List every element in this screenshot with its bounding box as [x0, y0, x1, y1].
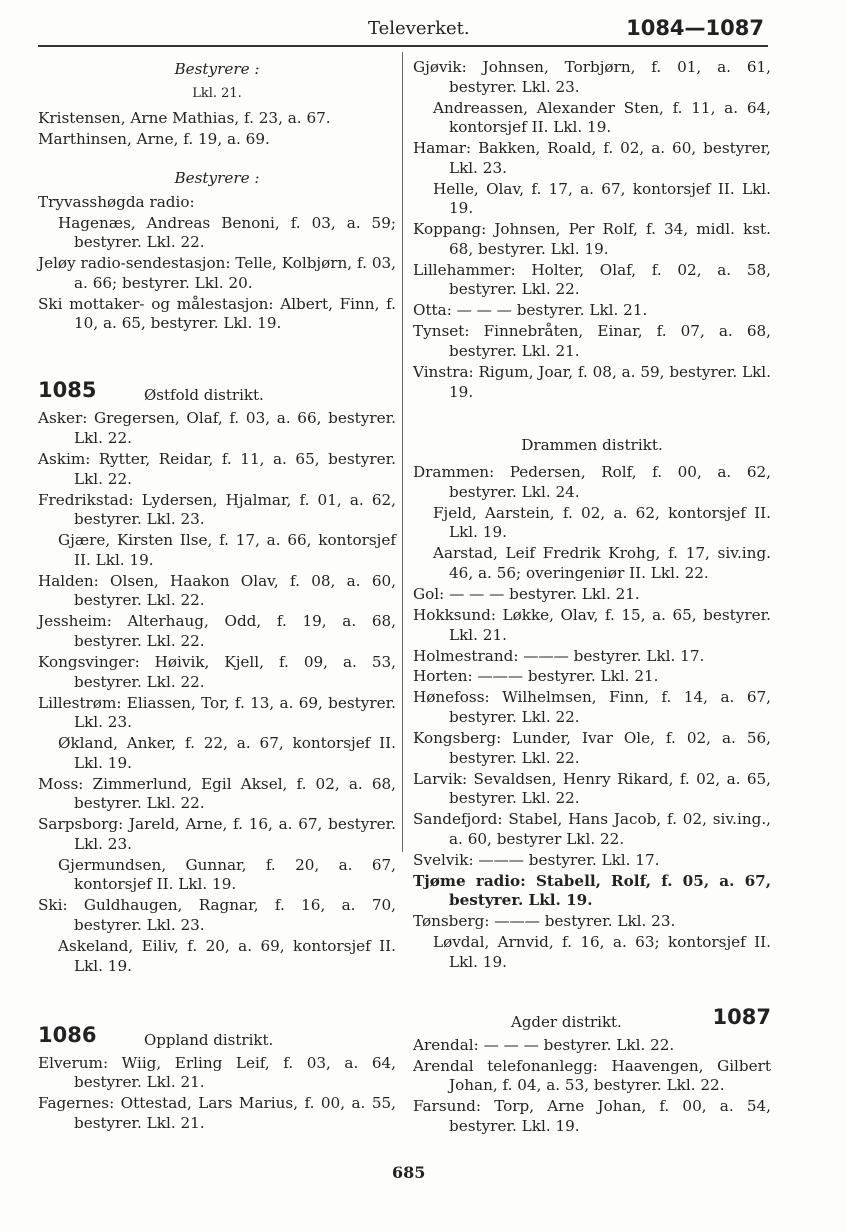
entry: Kongsvinger: Høivik, Kjell, f. 09, a. 53, bestyrer. Lkl. 22. — [38, 652, 396, 691]
entry: Tjøme radio: Stabell, Rolf, f. 05, a. 67, bestyrer. Lkl. 19. — [413, 871, 771, 910]
entry: Tryvasshøgda radio: — [38, 192, 195, 211]
entry: Hokksund: Løkke, Olav, f. 15, a. 65, bestyrer. Lkl. 21. — [413, 605, 771, 644]
section-number: 1087 — [712, 1004, 771, 1029]
entry: Kristensen, Arne Mathias, f. 23, a. 67. — [38, 109, 331, 128]
entry: Farsund: Torp, Arne Johan, f. 00, a. 54, bestyrer. Lkl. 19. — [413, 1097, 771, 1136]
entry: Halden: Olsen, Haakon Olav, f. 08, a. 60, bestyrer. Lkl. 22. — [38, 571, 396, 610]
entry: Ski mottaker- og målestasjon: Albert, Finn, f. 10, a. 65, bestyrer. Lkl. 19. — [38, 294, 396, 333]
left-column — [38, 58, 396, 1135]
running-head-range: 1084—1087 — [626, 16, 764, 40]
entry: Asker: Gregersen, Olaf, f. 03, a. 66, bestyrer. Lkl. 22. — [38, 409, 396, 448]
entry: Helle, Olav, f. 17, a. 67, kontorsjef II. Lkl. 19. — [433, 179, 771, 218]
section-number: 1086 — [38, 1022, 97, 1047]
entry: Gol: — — — bestyrer. Lkl. 21. — [413, 584, 640, 603]
section-name: Østfold distrikt. — [144, 386, 264, 405]
entry: Jessheim: Alterhaug, Odd, f. 19, a. 68, bestyrer. Lkl. 22. — [38, 612, 396, 650]
entry: Larvik: Sevaldsen, Henry Rikard, f. 02, a. 65, bestyrer. Lkl. 22. — [413, 769, 771, 808]
bestyrere-heading: Bestyrere : — [174, 60, 260, 78]
entry: Aarstad, Leif Fredrik Krohg, f. 17, siv.ing. 46, a. 56; overingeniør II. Lkl. 22. — [433, 544, 771, 582]
section-number: 1085 — [38, 378, 97, 403]
drammen-district-heading: Drammen distrikt. — [521, 435, 663, 454]
entry: Lillestrøm: Eliassen, Tor, f. 13, a. 69, bestyrer. Lkl. 23. — [38, 693, 396, 732]
entry: Sarpsborg: Jareld, Arne, f. 16, a. 67, bestyrer. Lkl. 23. — [38, 815, 396, 853]
entry: Tynset: Finnebråten, Einar, f. 07, a. 68, bestyrer. Lkl. 21. — [413, 322, 771, 361]
entry: Holmestrand: ——— bestyrer. Lkl. 17. — [413, 646, 705, 665]
section-heading-1086 — [38, 1022, 396, 1054]
entry: Askeland, Eiliv, f. 20, a. 69, kontorsjef II. Lkl. 19. — [58, 936, 396, 975]
entry: Koppang: Johnsen, Per Rolf, f. 34, midl. kst. 68, bestyrer. Lkl. 19. — [413, 220, 771, 258]
entry: Horten: ——— bestyrer. Lkl. 21. — [413, 667, 659, 686]
entry: Arendal telefonanlegg: Haavengen, Gilbert Johan, f. 04, a. 53, bestyrer. Lkl. 22. — [413, 1056, 771, 1095]
entry: Jeløy radio-sendestasjon: Telle, Kolbjørn, f. 03, a. 66; bestyrer. Lkl. 20. — [38, 254, 396, 292]
running-head-title: Televerket. — [368, 18, 470, 39]
section-name: Agder distrikt. — [511, 1012, 622, 1031]
entry: Otta: — — — bestyrer. Lkl. 21. — [413, 301, 648, 320]
entry: Arendal: — — — bestyrer. Lkl. 22. — [413, 1035, 675, 1054]
header-rule — [38, 45, 768, 47]
section-heading-1087 — [413, 1004, 771, 1036]
entry: Tønsberg: ——— bestyrer. Lkl. 23. — [413, 912, 676, 931]
entry: Askim: Rytter, Reidar, f. 11, a. 65, bestyrer. Lkl. 22. — [38, 450, 396, 488]
entry: Økland, Anker, f. 22, a. 67, kontorsjef II. Lkl. 19. — [58, 734, 396, 772]
entry: Fredrikstad: Lydersen, Hjalmar, f. 01, a. 62, bestyrer. Lkl. 23. — [38, 490, 396, 529]
entry: Marthinsen, Arne, f. 19, a. 69. — [38, 130, 270, 149]
entry: Elverum: Wiig, Erling Leif, f. 03, a. 64, bestyrer. Lkl. 21. — [38, 1053, 396, 1092]
page-header — [38, 14, 768, 44]
section-name: Oppland distrikt. — [144, 1030, 274, 1049]
page-number: 685 — [392, 1163, 426, 1182]
entry: Lillehammer: Holter, Olaf, f. 02, a. 58, bestyrer. Lkl. 22. — [413, 260, 771, 299]
entry: Løvdal, Arnvid, f. 16, a. 63; kontorsjef II. Lkl. 19. — [433, 933, 771, 971]
entry: Drammen: Pedersen, Rolf, f. 00, a. 62, bestyrer. Lkl. 24. — [413, 463, 771, 501]
entry: Moss: Zimmerlund, Egil Aksel, f. 02, a. 68, bestyrer. Lkl. 22. — [38, 774, 396, 813]
entry: Kongsberg: Lunder, Ivar Ole, f. 02, a. 56, bestyrer. Lkl. 22. — [413, 729, 771, 767]
entry: Hønefoss: Wilhelmsen, Finn, f. 14, a. 67, bestyrer. Lkl. 22. — [413, 688, 771, 727]
entry: Svelvik: ——— bestyrer. Lkl. 17. — [413, 850, 660, 869]
entry: Fjeld, Aarstein, f. 02, a. 62, kontorsjef II. Lkl. 19. — [433, 503, 771, 542]
entry: Gjøvik: Johnsen, Torbjørn, f. 01, a. 61, bestyrer. Lkl. 23. — [413, 58, 771, 96]
entry: Vinstra: Rigum, Joar, f. 08, a. 59, bestyrer. Lkl. 19. — [413, 363, 771, 401]
entry: Ski: Guldhaugen, Ragnar, f. 16, a. 70, bestyrer. Lkl. 23. — [38, 896, 396, 934]
right-column — [413, 58, 771, 1138]
entry: Sandefjord: Stabel, Hans Jacob, f. 02, siv.ing., a. 60, bestyrer Lkl. 22. — [413, 810, 771, 848]
entry: Andreassen, Alexander Sten, f. 11, a. 64, kontorsjef II. Lkl. 19. — [433, 98, 771, 137]
entry: Gjære, Kirsten Ilse, f. 17, a. 66, kontorsjef II. Lkl. 19. — [58, 531, 396, 569]
bestyrere-heading: Bestyrere : — [174, 169, 260, 188]
entry: Fagernes: Ottestad, Lars Marius, f. 00, a. 55, bestyrer. Lkl. 21. — [38, 1094, 396, 1132]
lkl-subheading: Lkl. 21. — [192, 85, 242, 101]
column-divider — [402, 52, 403, 852]
entry: Gjermundsen, Gunnar, f. 20, a. 67, kontorsjef II. Lkl. 19. — [58, 855, 396, 894]
entry: Hamar: Bakken, Roald, f. 02, a. 60, bestyrer, Lkl. 23. — [413, 139, 771, 177]
section-heading-1085 — [38, 378, 396, 409]
entry: Hagenæs, Andreas Benoni, f. 03, a. 59; bestyrer. Lkl. 22. — [58, 213, 396, 252]
